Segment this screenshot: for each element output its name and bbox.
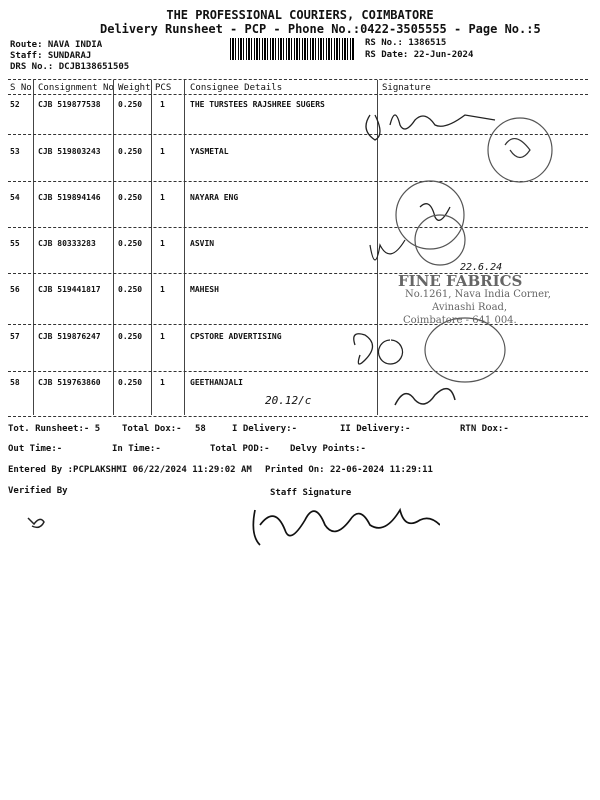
rtn-dox: RTN Dox:- (460, 424, 509, 434)
signatures-overlay (350, 95, 590, 425)
col-divider (184, 80, 185, 415)
staff-signature-label: Staff Signature (270, 488, 352, 498)
fine-fabrics-address: Avinashi Road, (432, 302, 508, 313)
row-weight: 0.250 (118, 378, 143, 387)
drs-number: DRS No.: DCJB138651505 (10, 62, 130, 72)
table-top-rule (8, 79, 588, 80)
row-consignment: CJB 519876247 (38, 332, 101, 341)
row-weight: 0.250 (118, 239, 143, 248)
row-pcs: 1 (160, 100, 165, 109)
rs-number: RS No.: 1386515 (365, 38, 447, 48)
row-consignee: GEETHANJALI (190, 378, 243, 387)
col-weight: Weight (118, 83, 151, 93)
staff: Staff: SUNDARAJ (10, 51, 92, 61)
row-sno: 53 (10, 147, 20, 156)
col-pcs: PCS (155, 83, 172, 93)
bottom-signatures (20, 500, 440, 560)
printed-on: Printed On: 22-06-2024 11:29:11 (265, 465, 433, 475)
col-sno: S No (10, 83, 32, 93)
fine-fabrics-address: No.1261, Nava India Corner, (405, 289, 551, 300)
row-sno: 55 (10, 239, 20, 248)
row-weight: 0.250 (118, 147, 143, 156)
col-consignee: Consignee Details (190, 83, 283, 93)
total-pod: Total POD:- (210, 444, 270, 454)
row-sno: 56 (10, 285, 20, 294)
row-pcs: 1 (160, 378, 165, 387)
row-consignment: CJB 519803243 (38, 147, 101, 156)
row-sno: 54 (10, 193, 20, 202)
in-time: In Time:- (112, 444, 161, 454)
col-consignment: Consignment No (38, 83, 114, 93)
row-consignee: NAYARA ENG (190, 193, 239, 202)
total-dox-value: 58 (195, 424, 206, 434)
row-pcs: 1 (160, 147, 165, 156)
row-consignee: YASMETAL (190, 147, 229, 156)
row-consignment: CJB 519877538 (38, 100, 101, 109)
row-consignee: ASVIN (190, 239, 215, 248)
row-weight: 0.250 (118, 193, 143, 202)
row-consignment: CJB 519894146 (38, 193, 101, 202)
row-pcs: 1 (160, 332, 165, 341)
ii-delivery: II Delivery:- (340, 424, 411, 434)
row-pcs: 1 (160, 193, 165, 202)
row-consignment: CJB 519763860 (38, 378, 101, 387)
row-consignment: CJB 80333283 (38, 239, 96, 248)
fine-fabrics-address: Coimbatore - 641 004. (403, 315, 517, 326)
col-divider (33, 80, 34, 415)
i-delivery: I Delivery:- (232, 424, 298, 434)
total-dox: Total Dox:- (122, 424, 182, 434)
fine-fabrics-stamp: FINE FABRICS (398, 272, 523, 290)
barcode-image (230, 38, 355, 60)
row-sno: 58 (10, 378, 20, 387)
col-divider (151, 80, 152, 415)
runsheet-subtitle: Delivery Runsheet - PCP - Phone No.:0422-3505555 - Page No.:5 (100, 22, 541, 36)
handwritten-date: 22.6.24 (460, 262, 503, 273)
row-sno: 52 (10, 100, 20, 109)
row-sno: 57 (10, 332, 20, 341)
verified-by: Verified By (8, 486, 68, 496)
row-consignment: CJB 519441817 (38, 285, 101, 294)
row-consignee: THE TURSTEES RAJSHREE SUGERS (190, 100, 325, 109)
col-signature: Signature (382, 83, 431, 93)
row-pcs: 1 (160, 239, 165, 248)
delvy-points: Delvy Points:- (290, 444, 366, 454)
row-consignee: CPSTORE ADVERTISING (190, 332, 282, 341)
entered-by: Entered By :PCPLAKSHMI 06/22/2024 11:29:02 AM (8, 465, 252, 475)
handwritten-note: 20.12/c (265, 394, 312, 407)
company-title: THE PROFESSIONAL COURIERS, COIMBATORE (166, 8, 434, 22)
out-time: Out Time:- (8, 444, 63, 454)
col-divider (113, 80, 114, 415)
route: Route: NAVA INDIA (10, 40, 103, 50)
row-weight: 0.250 (118, 100, 143, 109)
tot-runsheet: Tot. Runsheet:- 5 (8, 424, 101, 434)
rs-date: RS Date: 22-Jun-2024 (365, 50, 474, 60)
row-weight: 0.250 (118, 332, 143, 341)
row-weight: 0.250 (118, 285, 143, 294)
row-pcs: 1 (160, 285, 165, 294)
row-consignee: MAHESH (190, 285, 219, 294)
